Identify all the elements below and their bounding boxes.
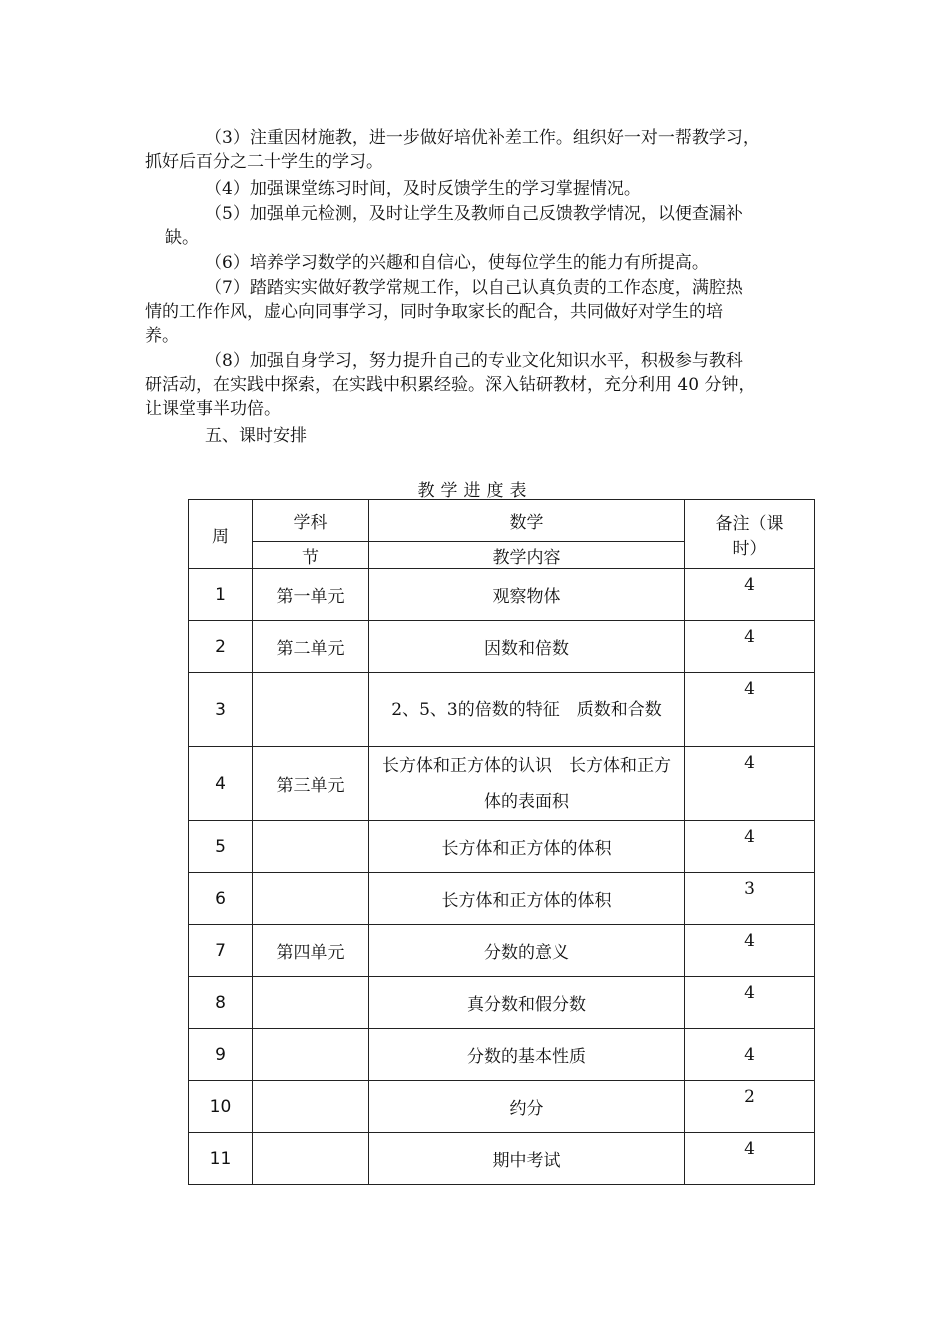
header-row: [189, 500, 815, 542]
week-cell: 1: [189, 569, 253, 621]
table-row: [189, 621, 815, 673]
text-line: （6）培养学习数学的兴趣和自信心，使每位学生的能力有所提高。: [205, 253, 709, 273]
section-cell: 第一单元: [253, 569, 369, 621]
header-subject-label: 学科: [253, 500, 369, 542]
text-line: （3）注重因材施教，进一步做好培优补差工作。组织好一对一帮教学习，: [205, 128, 760, 148]
hours-cell: 4: [685, 925, 815, 977]
content-cell: 2、5、3的倍数的特征 质数和合数: [369, 673, 685, 747]
paragraph-8: [145, 349, 810, 421]
table-row: [189, 821, 815, 873]
text-line: 抓好后百分之二十学生的学习。: [145, 152, 383, 172]
week-cell: 11: [189, 1133, 253, 1185]
content-cell: 长方体和正方体的认识 长方体和正方体的表面积: [369, 747, 685, 821]
paragraph-5: [145, 202, 810, 250]
paragraph-6: [145, 251, 810, 275]
table-title: 教学进度表: [417, 481, 533, 501]
hours-cell: 4: [685, 821, 815, 873]
week-cell: 2: [189, 621, 253, 673]
section-cell: [253, 1029, 369, 1081]
week-cell: 9: [189, 1029, 253, 1081]
week-cell: 7: [189, 925, 253, 977]
header-remark: 备注（课时）: [685, 500, 815, 569]
section-cell: [253, 873, 369, 925]
text-line: （4）加强课堂练习时间，及时反馈学生的学习掌握情况。: [205, 179, 641, 199]
content-cell: 约分: [369, 1081, 685, 1133]
table-row: [189, 925, 815, 977]
week-cell: 3: [189, 673, 253, 747]
content-cell: 真分数和假分数: [369, 977, 685, 1029]
hours-cell: 4: [685, 1029, 815, 1081]
table-row: [189, 673, 815, 747]
section-cell: [253, 673, 369, 747]
content-cell: 长方体和正方体的体积: [369, 821, 685, 873]
table-row: [189, 569, 815, 621]
content-cell: 因数和倍数: [369, 621, 685, 673]
content-cell: 分数的意义: [369, 925, 685, 977]
section-cell: 第二单元: [253, 621, 369, 673]
section-cell: 第四单元: [253, 925, 369, 977]
text-line: 养。: [145, 326, 179, 346]
paragraph-4: [145, 177, 810, 201]
hours-cell: 4: [685, 673, 815, 747]
paragraph-7: [145, 276, 810, 348]
header-content: 教学内容: [369, 542, 685, 569]
content-cell: 观察物体: [369, 569, 685, 621]
week-cell: 8: [189, 977, 253, 1029]
text-line: 研活动，在实践中探索，在实践中积累经验。深入钻研教材，充分利用 40 分钟，: [145, 375, 756, 395]
text-line: （7）踏踏实实做好教学常规工作，以自己认真负责的工作态度，满腔热: [205, 278, 743, 298]
hours-cell: 4: [685, 569, 815, 621]
section-cell: 第三单元: [253, 747, 369, 821]
text-line: 五、课时安排: [205, 426, 307, 446]
table-row: [189, 747, 815, 821]
text-line: 情的工作作风，虚心向同事学习，同时争取家长的配合，共同做好对学生的培: [145, 302, 723, 322]
header-section: 节: [253, 542, 369, 569]
text-line: （5）加强单元检测，及时让学生及教师自己反馈教学情况，以便查漏补: [205, 204, 743, 224]
hours-cell: 3: [685, 873, 815, 925]
schedule-table: [188, 499, 815, 1185]
text-line: 缺。: [165, 228, 199, 248]
text-line: 让课堂事半功倍。: [145, 399, 281, 419]
hours-cell: 2: [685, 1081, 815, 1133]
section-cell: [253, 1133, 369, 1185]
section-cell: [253, 821, 369, 873]
week-cell: 5: [189, 821, 253, 873]
content-cell: 分数的基本性质: [369, 1029, 685, 1081]
hours-cell: 4: [685, 1133, 815, 1185]
hours-cell: 4: [685, 747, 815, 821]
week-cell: 6: [189, 873, 253, 925]
table-row: [189, 873, 815, 925]
table-row: [189, 977, 815, 1029]
section-cell: [253, 1081, 369, 1133]
week-cell: 10: [189, 1081, 253, 1133]
paragraph-3: [145, 126, 810, 174]
section-heading: [145, 424, 810, 448]
content-cell: 长方体和正方体的体积: [369, 873, 685, 925]
hours-cell: 4: [685, 977, 815, 1029]
header-subject-value: 数学: [369, 500, 685, 542]
table-row: [189, 1029, 815, 1081]
week-cell: 4: [189, 747, 253, 821]
section-cell: [253, 977, 369, 1029]
content-cell: 期中考试: [369, 1133, 685, 1185]
table-row: [189, 1081, 815, 1133]
hours-cell: 4: [685, 621, 815, 673]
header-week: 周: [189, 500, 253, 569]
table-row: [189, 1133, 815, 1185]
text-line: （8）加强自身学习，努力提升自己的专业文化知识水平，积极参与教科: [205, 351, 743, 371]
